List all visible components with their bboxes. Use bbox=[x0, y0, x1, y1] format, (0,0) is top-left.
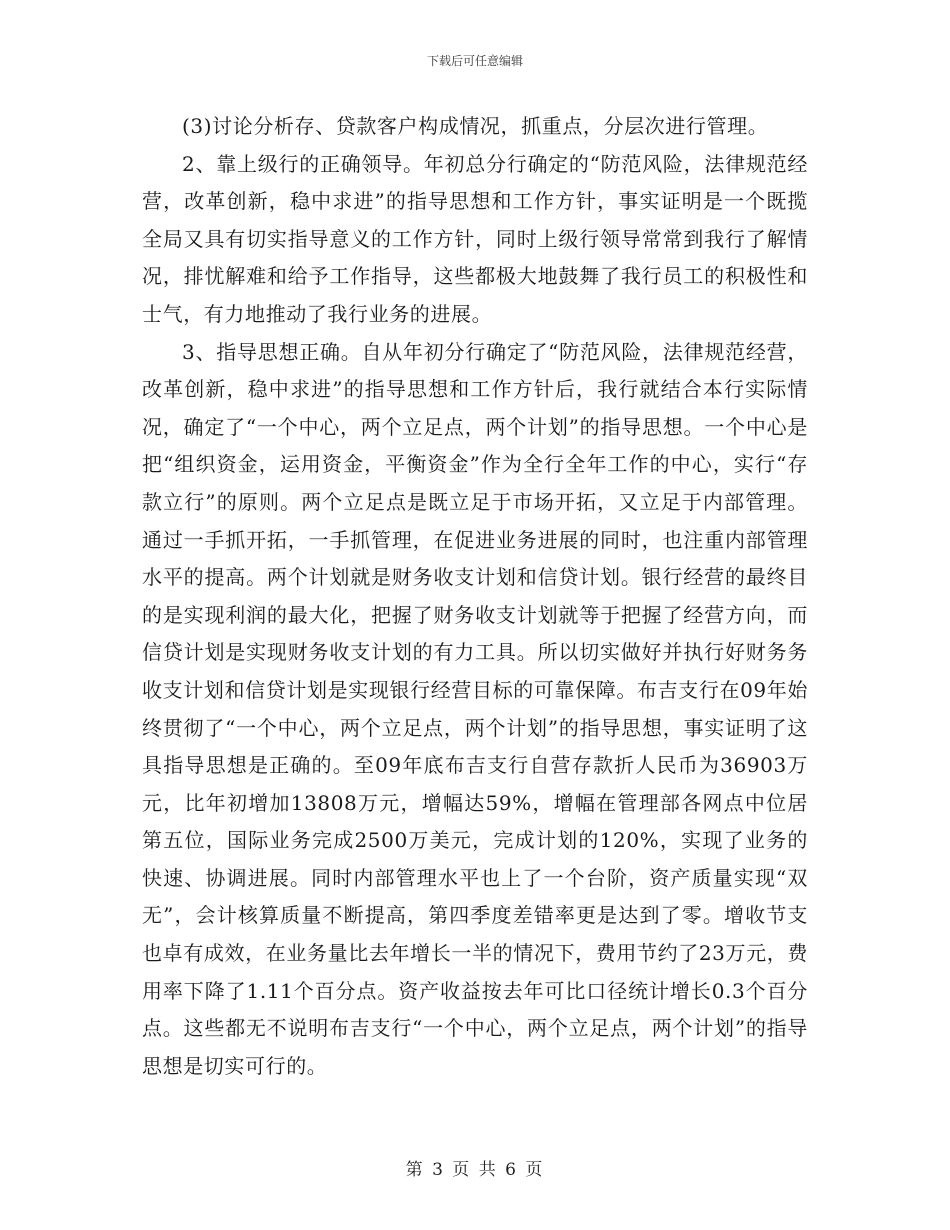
page-footer: 第 3 页 共 6 页 bbox=[405, 1160, 545, 1180]
paragraph: 3、指导思想正确。自从年初分行确定了“防范风险，法律规范经营，改革创新，稳中求进”的指导思想和工作方针后，我行就结合本行实际情况，确定了“一个中心，两个立足点，两个计划”的指导思想。一个中心是把“组织资金，运用资金，平衡资金”作为全行全年工作的中心，实行“存款立行”的原则。两个立足点是既立足于市场开拓，又立足于内部管理。通过一手抓开拓，一手抓管理，在促进业务进展的同时，也注重内部管理水平的提高。两个计划就是财务收支计划和信贷计划。银行经营的最终目的是实现利润的最大化，把握了财务收支计划就等于把握了经营方向，而信贷计划是实现财务收支计划的有力工具。所以切实做好并执行好财务务收支计划和信贷计划是实现银行经营目标的可靠保障。布吉支行在09年始终贯彻了“一个中心，两个立足点，两个计划”的指导思想，事实证明了这具指导思想是正确的。至09年底布吉支行自营存款折人民币为36903万元，比年初增加13808万元，增幅达59%，增幅在管理部各网点中位居第五位，国际业务完成2500万美元，完成计划的120%，实现了业务的快速、协调进展。同时内部管理水平也上了一个台阶，资产质量实现“双无”，会计核算质量不断提高，第四季度差错率更是达到了零。增收节支也卓有成效，在业务量比去年增长一半的情况下，费用节约了23万元，费用率下降了1.11个百分点。资产收益按去年可比口径统计增长0.3个百分点。这些都无不说明布吉支行“一个中心，两个立足点，两个计划”的指导思想是切实可行的。 bbox=[142, 339, 808, 1078]
paragraph: 2、靠上级行的正确领导。年初总分行确定的“防范风险，法律规范经营，改革创新，稳中求进”的指导思想和工作方针，事实证明是一个既揽全局又具有切实指导意义的工作方针，同时上级行领导常常到我行了解情况，排忧解难和给予工作指导，这些都极大地鼓舞了我行员工的积极性和士气，有力地推动了我行业务的进展。 bbox=[142, 151, 808, 326]
paragraph: (3)讨论分析存、贷款客户构成情况，抓重点，分层次进行管理。 bbox=[182, 114, 769, 138]
document-body bbox=[142, 108, 808, 1085]
page-header: 下载后可任意编辑 bbox=[426, 54, 523, 68]
